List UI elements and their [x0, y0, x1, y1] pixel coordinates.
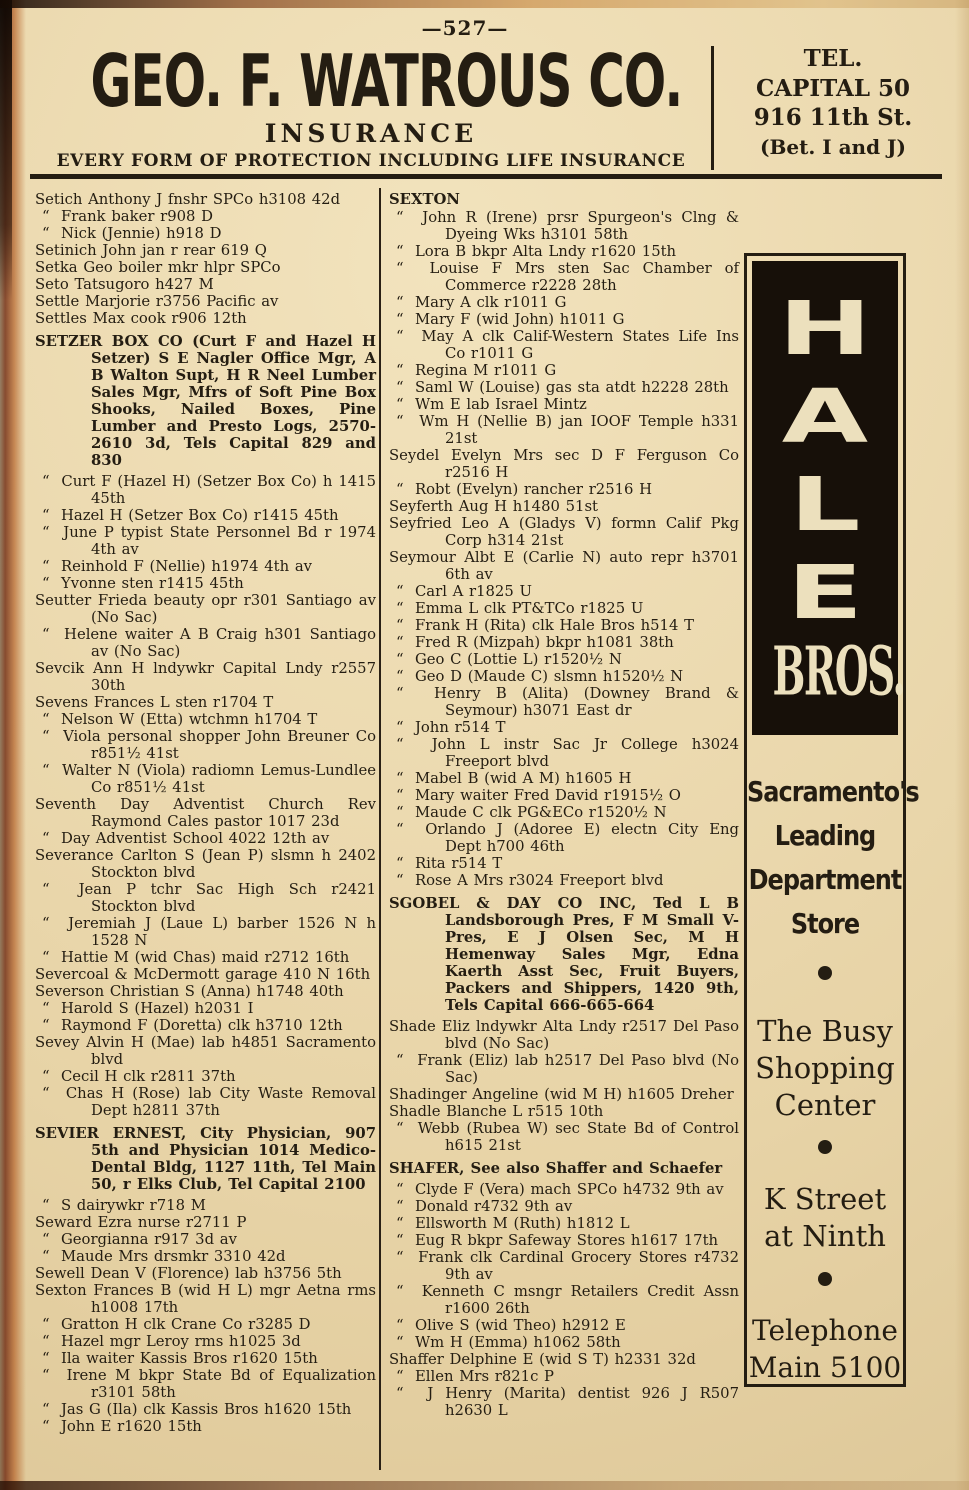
directory-entry: “ Ellsworth M (Ruth) h1812 L: [396, 1215, 630, 1232]
directory-entry: “ Mary A clk r1011 G: [396, 294, 567, 311]
advertiser-tel-label: TEL.: [803, 45, 863, 72]
sidebar-tagline-line: Sacramento's: [747, 775, 919, 809]
directory-entry: “ Robt (Evelyn) rancher r2516 H: [396, 481, 653, 498]
directory-entry: “ Webb (Rubea W) sec State Bd of Control h615 21st: [396, 1120, 739, 1154]
directory-entry: “ Henry B (Alita) (Downey Brand & Seymour) h3071 East dr: [396, 685, 739, 719]
advertiser-tagline: EVERY FORM OF PROTECTION INCLUDING LIFE INSURANCE: [56, 151, 686, 171]
directory-entry: “ Wm H (Nellie B) jan IOOF Temple h331 21st: [396, 413, 739, 447]
directory-entry: “ Frank H (Rita) clk Hale Bros h514 T: [396, 617, 694, 634]
advertiser-address-note: (Bet. I and J): [760, 134, 906, 159]
directory-entry: Setinich John jan r rear 619 Q: [35, 242, 267, 259]
directory-entry: “ Kenneth C msngr Retailers Credit Assn r1600 26th: [396, 1283, 739, 1317]
directory-entry: “ Jean P tchr Sac High Sch r2421 Stockton blvd: [42, 881, 376, 915]
sidebar-tagline-line: Leading: [774, 819, 876, 853]
directory-entry: “ Mabel B (wid A M) h1605 H: [396, 770, 632, 787]
directory-entry: “ Cecil H clk r2811 37th: [42, 1068, 236, 1085]
directory-entry: “ Clyde F (Vera) mach SPCo h4732 9th av: [396, 1181, 724, 1198]
sidebar-telephone-line: Main 5100: [748, 1351, 902, 1384]
directory-entry: “ Orlando J (Adoree E) electn City Eng Dept h700 46th: [396, 821, 739, 855]
sidebar-address-line: at Ninth: [764, 1219, 886, 1253]
sidebar-address-line: K Street: [763, 1182, 887, 1216]
sidebar-tagline-busy-center: [747, 1013, 903, 1124]
directory-entry: Setka Geo boiler mkr hlpr SPCo: [35, 259, 281, 276]
hale-letters: [752, 285, 898, 637]
directory-entry: Severson Christian S (Anna) h1748 40th: [35, 983, 344, 1000]
directory-entry: Sevey Alvin H (Mae) lab h4851 Sacramento blvd: [35, 1034, 376, 1068]
header-ad-watrous: [33, 40, 941, 172]
directory-entry: Sevcik Ann H lndywkr Capital Lndy r2557 30th: [35, 660, 376, 694]
directory-entry: “ Louise F Mrs sten Sac Chamber of Commerce r2228 28th: [396, 260, 739, 294]
directory-entry: “ Emma L clk PT&TCo r1825 U: [396, 600, 644, 617]
directory-entry: Severcoal & McDermott garage 410 N 16th: [35, 966, 371, 983]
advertiser-tel-number: CAPITAL 50: [755, 74, 911, 102]
sidebar-tagline-leading-store: [747, 770, 919, 946]
directory-entry: Shade Eliz lndywkr Alta Lndy r2517 Del Paso blvd (No Sac): [389, 1018, 739, 1052]
directory-entry: “ John L instr Sac Jr College h3024 Freeport blvd: [396, 736, 739, 770]
directory-entry: SHAFER, See also Shaffer and Schaefer: [389, 1160, 723, 1177]
sidebar-address: [747, 1181, 903, 1255]
column-divider: [379, 188, 381, 1470]
directory-entry: “ Olive S (wid Theo) h2912 E: [396, 1317, 626, 1334]
directory-entry: “ Chas H (Rose) lab City Waste Removal Dept h2811 37th: [42, 1085, 376, 1119]
directory-entry: Settle Marjorie r3756 Pacific av: [35, 293, 279, 310]
directory-entry: “ Helene waiter A B Craig h301 Santiago av (No Sac): [42, 626, 376, 660]
sidebar-tagline-line: Center: [774, 1088, 876, 1122]
directory-entry: Seutter Frieda beauty opr r301 Santiago av (No Sac): [35, 592, 376, 626]
scan-edge-right: [955, 0, 969, 1490]
directory-entry: “ Frank baker r908 D: [42, 208, 214, 225]
sidebar-tagline-line: The Busy: [757, 1014, 893, 1048]
directory-entry: “ John E r1620 15th: [42, 1418, 202, 1435]
header-ad-divider: [711, 46, 714, 170]
directory-entry: Seyfried Leo A (Gladys V) formn Calif Pkg Corp h314 21st: [389, 515, 739, 549]
directory-column-right: [389, 191, 739, 1419]
directory-entry: “ Hattie M (wid Chas) maid r2712 16th: [42, 949, 350, 966]
directory-entry: “ John r514 T: [396, 719, 506, 736]
directory-entry: Seventh Day Adventist Church Rev Raymond Cales pastor 1017 23d: [35, 796, 376, 830]
sidebar-tagline-line: Shopping: [755, 1051, 895, 1085]
directory-entry: Seymour Albt E (Carlie N) auto repr h3701 6th av: [389, 549, 739, 583]
directory-entry: “ Harold S (Hazel) h2031 I: [42, 1000, 254, 1017]
hale-bros-suffix: BROS.: [772, 630, 905, 711]
directory-entry: “ Eug R bkpr Safeway Stores h1617 17th: [396, 1232, 719, 1249]
directory-entry: “ Donald r4732 9th av: [396, 1198, 573, 1215]
directory-entry: “ Maude Mrs drsmkr 3310 42d: [42, 1248, 286, 1265]
directory-entry: “ Raymond F (Doretta) clk h3710 12th: [42, 1017, 343, 1034]
directory-entry: “ May A clk Calif-Western States Life Ins Co r1011 G: [396, 328, 739, 362]
directory-entry: “ Carl A r1825 U: [396, 583, 532, 600]
bullet-separator-icon: [818, 1140, 832, 1154]
hale-bros-logo: [752, 261, 905, 735]
hale-letter: E: [786, 548, 864, 637]
directory-entry: “ Lora B bkpr Alta Lndy r1620 15th: [396, 243, 677, 260]
sidebar-tagline-line: Store: [790, 907, 860, 941]
bullet-separator-icon: [818, 1272, 832, 1286]
hale-letter: A: [781, 372, 869, 461]
directory-entry: “ Yvonne sten r1415 45th: [42, 575, 244, 592]
directory-entry: Sewell Dean V (Florence) lab h3756 5th: [35, 1265, 342, 1282]
directory-entry: Seydel Evelyn Mrs sec D F Ferguson Co r2516 H: [389, 447, 739, 481]
advertiser-contact: [725, 44, 941, 162]
directory-entry: “ John R (Irene) prsr Spurgeon's Clng & Dyeing Wks h3101 58th: [396, 209, 739, 243]
directory-entry: “ Geo C (Lottie L) r1520½ N: [396, 651, 622, 668]
directory-entry: SEVIER ERNEST, City Physician, 907 5th and Physician 1014 Medico-Dental Bldg, 1127 11th, Tel Main 50, r Elks Club, Tel Capital 2100: [35, 1125, 376, 1193]
directory-entry: Setich Anthony J fnshr SPCo h3108 42d: [35, 191, 341, 208]
directory-entry: “ Rita r514 T: [396, 855, 503, 872]
directory-entry: “ S dairywkr r718 M: [42, 1197, 206, 1214]
scan-edge-bottom: [0, 1481, 969, 1490]
directory-entry: “ Ila waiter Kassis Bros r1620 15th: [42, 1350, 318, 1367]
directory-entry: “ Reinhold F (Nellie) h1974 4th av: [42, 558, 313, 575]
scan-edge-left: [0, 0, 26, 1490]
scan-edge-left-top: [0, 0, 12, 300]
directory-entry: “ Geo D (Maude C) slsmn h1520½ N: [396, 668, 684, 685]
directory-entry: “ Viola personal shopper John Breuner Co r851½ 41st: [42, 728, 376, 762]
directory-entry: “ Walter N (Viola) radiomn Lemus-Lundlee Co r851½ 41st: [42, 762, 376, 796]
directory-entry: “ Gratton H clk Crane Co r3285 D: [42, 1316, 311, 1333]
hale-letter: H: [778, 284, 872, 373]
directory-entry: “ Frank (Eliz) lab h2517 Del Paso blvd (No Sac): [396, 1052, 739, 1086]
directory-entry: SGOBEL & DAY CO INC, Ted L B Landsborough Pres, F M Small V-Pres, E J Olsen Sec, M H Hemenway Sales Mgr, Edna Kaerth Asst Sec, Fruit Buyers, Packers and Shippers, 1420 9th, Tels Capital 666-665-664: [389, 895, 739, 1014]
sidebar-telephone-line: Telephone: [751, 1314, 898, 1347]
directory-entry: Shaffer Delphine E (wid S T) h2331 32d: [389, 1351, 696, 1368]
advertiser-name: GEO. F. WATROUS CO.: [90, 40, 683, 124]
directory-entry: “ Hazel H (Setzer Box Co) r1415 45th: [42, 507, 339, 524]
advertiser-business: INSURANCE: [264, 119, 478, 148]
sidebar-telephone: [747, 1312, 903, 1386]
advertiser-address: 916 11th St.: [753, 104, 913, 131]
directory-entry: “ Wm E lab Israel Mintz: [396, 396, 587, 413]
directory-entry: Settles Max cook r906 12th: [35, 310, 247, 327]
directory-entry: “ Wm H (Emma) h1062 58th: [396, 1334, 621, 1351]
directory-entry: “ Georgianna r917 3d av: [42, 1231, 237, 1248]
hale-letter: L: [789, 460, 861, 549]
directory-entry: Seward Ezra nurse r2711 P: [35, 1214, 247, 1231]
directory-entry: “ Nick (Jennie) h918 D: [42, 225, 222, 242]
directory-entry: “ Frank clk Cardinal Grocery Stores r4732 9th av: [396, 1249, 739, 1283]
directory-entry: Severance Carlton S (Jean P) slsmn h 2402 Stockton blvd: [35, 847, 376, 881]
directory-entry: SEXTON: [389, 191, 460, 208]
directory-entry: Shadinger Angeline (wid M H) h1605 Dreher: [389, 1086, 734, 1103]
directory-entry: “ J Henry (Marita) dentist 926 J R507 h2630 L: [396, 1385, 739, 1419]
directory-entry: Sevens Frances L sten r1704 T: [35, 694, 274, 711]
directory-entry: “ Nelson W (Etta) wtchmn h1704 T: [42, 711, 318, 728]
directory-entry: Sexton Frances B (wid H L) mgr Aetna rms h1008 17th: [35, 1282, 376, 1316]
directory-entry: Shadle Blanche L r515 10th: [389, 1103, 604, 1120]
bullet-separator-icon: [818, 966, 832, 980]
sidebar-tagline-line: Department: [748, 863, 902, 897]
directory-entry: “ Hazel mgr Leroy rms h1025 3d: [42, 1333, 301, 1350]
directory-entry: “ Curt F (Hazel H) (Setzer Box Co) h 1415 45th: [42, 473, 376, 507]
directory-entry: “ Jeremiah J (Laue L) barber 1526 N h 1528 N: [42, 915, 376, 949]
scan-edge-top: [0, 0, 969, 8]
sidebar-ad-hale-bros: [744, 253, 919, 1387]
directory-entry: “ Ellen Mrs r821c P: [396, 1368, 555, 1385]
page-number: —527—: [421, 16, 509, 40]
directory-entry: “ Fred R (Mizpah) bkpr h1081 38th: [396, 634, 674, 651]
directory-entry: “ Saml W (Louise) gas sta atdt h2228 28th: [396, 379, 729, 396]
directory-entry: Seyferth Aug H h1480 51st: [389, 498, 598, 515]
header-rule: [30, 174, 942, 179]
directory-entry: “ Day Adventist School 4022 12th av: [42, 830, 330, 847]
directory-entry: “ Irene M bkpr State Bd of Equalization r3101 58th: [42, 1367, 376, 1401]
directory-entry: “ Regina M r1011 G: [396, 362, 557, 379]
directory-entry: “ Jas G (Ila) clk Kassis Bros h1620 15th: [42, 1401, 352, 1418]
directory-entry: “ Mary waiter Fred David r1915½ O: [396, 787, 681, 804]
directory-entry: Seto Tatsugoro h427 M: [35, 276, 214, 293]
directory-entry: “ Rose A Mrs r3024 Freeport blvd: [396, 872, 664, 889]
directory-column-left: [35, 191, 376, 1435]
directory-entry: “ Maude C clk PG&ECo r1520½ N: [396, 804, 667, 821]
directory-entry: “ June P typist State Personnel Bd r 1974 4th av: [42, 524, 376, 558]
directory-entry: “ Mary F (wid John) h1011 G: [396, 311, 625, 328]
directory-entry: SETZER BOX CO (Curt F and Hazel H Setzer) S E Nagler Office Mgr, A B Walton Supt, H R Neel Lumber Sales Mgr, Mfrs of Soft Pine Box Shooks, Nailed Boxes, Pine Lumber and Presto Logs, 2570-2610 3d, Tels Capital 829 and 830: [35, 333, 376, 469]
